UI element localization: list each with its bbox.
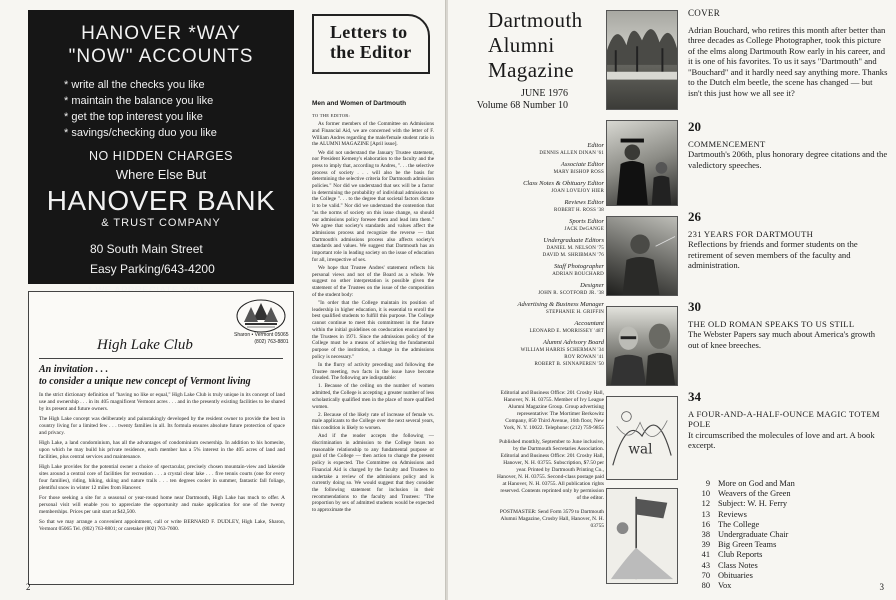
totem-caption: wal (628, 441, 653, 458)
toc-department-title: Reviews (718, 509, 747, 519)
letter-paragraph: As former members of the Committee on Admissions and Financial Aid, we are concerned with the letter of F. William Andres regarding the male/female student ratio in the ALUMNI MAGAZINE [April issue]. (312, 121, 434, 148)
staff-name: DENNIS ALLEN DINAN '61 (539, 151, 604, 156)
toc-feature[interactable] (688, 209, 888, 271)
letters-title-2: the Editor (330, 42, 412, 62)
hlc-headline (39, 364, 285, 388)
high-lake-club-ad (28, 291, 294, 585)
staff-name: JOHN R. SCOTFORD JR. '38 (538, 291, 604, 296)
toc-department-item[interactable] (694, 489, 884, 499)
staff-name: STEPHANIE H. GRIFFIN (545, 310, 604, 315)
masthead-title-3: Magazine (488, 58, 574, 82)
page-number-left: 2 (26, 582, 31, 592)
toc-feature-page: 30 (688, 299, 701, 314)
toc-department-item[interactable] (694, 510, 884, 520)
hlc-paragraph: For those seeking a site for a seasonal or year-round home near Dartmouth, High Lake has much to offer. A personal visit will enable you to appreciate the opportunity and make application for one of the twenty memberships. Prices per unit start at $42,500. (39, 495, 285, 515)
toc-department-item[interactable] (694, 520, 884, 530)
staff-role: Class Notes & Obituary Editor (523, 180, 604, 187)
letter-salutation: TO THE EDITOR: (312, 113, 351, 118)
staff-role: Editor (587, 142, 604, 149)
masthead-title-2: Alumni (488, 33, 555, 57)
right-page (448, 0, 896, 600)
letter-paragraph: 2. Because of the likely rate of increase of female vs. male applicants to the College over the next several years, this condition is likely to worsen. (312, 411, 434, 432)
staff-name: WILLIAM HARRIS SCHERMAN '34 (520, 348, 604, 353)
staff-role: Advertising & Business Manager (517, 301, 604, 308)
page-number-right: 3 (879, 582, 884, 592)
toc-department-item[interactable] (694, 571, 884, 581)
staff-role: Associate Editor (560, 161, 604, 168)
bank-headline-2: "NOW" ACCOUNTS (68, 46, 254, 67)
staff-name: ROY ROWAN '41 (564, 355, 604, 360)
letter-paragraph: And if the reader accepts the following — discrimination in admission to the College bears no reasonable relationship to any fundamental purpose or goal of the College — then action to change the present policy is expected. The Committee on Admissions and Financial Aid is charged by the faculty and Trustees to undertake a review of the admissions policy and is currently doing so. We would suggest that they consider the following statement for inclusion in their recommendations to the faculty and Trustees: "The proportion by sex of admitted students would be expected to approximate the (312, 433, 434, 514)
staff-name: ROBERT H. ROSS '38 (554, 208, 604, 213)
toc-cover-head: COVER (688, 8, 721, 18)
letter-paragraph: We did not understand the January Trustee statement, nor President Kemeny's elaboration to the faculty and the press to imply that, according to Andres, ". . . the selective process of society . . . will also be the basis for determining the selective criteria for Dartmouth admission policies." Nor did we understand that sex will be a factor in determining the probability of individual admissions to the College ". . . to the degree that societal factors dictate it to be valid." Nor did we understand the contention that "as the norms of society on this issue change, so should our admissions policy foresee them and lead into them." We agree that society's standards and values affect the admissions process and recognize the reverse — that Dartmouth's admissions process also affects society's standards and values. We suggest that Dartmouth has an important role in leading society on the issue of education for all, irrespective of sex. (312, 149, 434, 263)
toc-feature-text: The Webster Papers say much about America's growth out of knee breeches. (688, 329, 876, 350)
staff-role: Staff Photographer (553, 263, 604, 270)
toc-department-title: Undergraduate Chair (718, 530, 789, 540)
toc-department-page: 39 (701, 540, 710, 550)
toc-cover-text: Adrian Bouchard, who retires this month after better than three decades as College Photographer, took this picture of the elms along Dartmouth Row early in his career, and it is one of his favorites. To us it says "Dartmouth" and "Bouchard" and it hardly need say anything more. Thanks to the Dutch elm beetle, the scene has changed — but isn't this just how we all see it? (688, 24, 888, 98)
staff-name: JACK DeGANGE (564, 227, 604, 232)
hlc-phone: (802) 763-8801 (254, 339, 289, 345)
toc-department-page: 43 (701, 560, 710, 570)
toc-feature-head: THE OLD ROMAN SPEAKS TO US STILL (688, 318, 855, 329)
letters-title (330, 22, 412, 62)
toc-department-item[interactable] (694, 499, 884, 509)
toc-department-title: The College (718, 519, 760, 529)
toc-department-page: 38 (701, 530, 710, 540)
staff-role: Reviews Editor (564, 199, 604, 206)
faculty-photo (606, 216, 678, 296)
toc-feature[interactable] (688, 389, 888, 451)
toc-department-page: 16 (701, 519, 710, 529)
letter-heading: Men and Women of Dartmouth (312, 100, 407, 107)
hlc-address: Sharon • Vermont 05065 (234, 332, 289, 338)
staff-name: LEONARD E. MORRISSEY '48T (529, 329, 604, 334)
letter-paragraph: 1. Because of the ceiling on the number of women admitted, the College is accepting a greater number of less scholastically qualified men in the place of more qualified women. (312, 383, 434, 410)
bank-bullet: * savings/checking duo you like (64, 125, 278, 141)
masthead-title (488, 8, 583, 83)
toc-feature-page: 26 (688, 209, 701, 224)
commencement-photo (606, 120, 678, 206)
letter-paragraph: "In order that the College maintain its position of leadership in higher education, it is essential to enroll the best qualified students to fulfill this purpose. The College cannot continue to meet this commitment in the future within the initial guidelines on coeducation enunciated by the Trustees in 1971. Since the admissions policy of the College must be a means of achieving the fundamental purpose of the institution, a change in the admissions policy is necessary." (312, 299, 434, 360)
toc-feature[interactable] (688, 119, 888, 170)
toc-feature-page: 34 (688, 389, 701, 404)
letters-title-1: Letters to (330, 22, 408, 42)
bank-where-else: Where Else But (115, 167, 207, 182)
staff-role: Sports Editor (569, 218, 604, 225)
toc-feature-page: 20 (688, 119, 701, 134)
hanover-bank-ad (28, 10, 294, 284)
toc-department-item[interactable] (694, 479, 884, 489)
issue-date: JUNE 1976 (521, 88, 568, 99)
staff-name: ROBERT B. SINNAPEREN '50 (534, 362, 604, 367)
toc-department-item[interactable] (694, 581, 884, 591)
toc-feature-head: A FOUR-AND-A-HALF-OUNCE MAGIC TOTEM POLE (688, 408, 880, 429)
toc-departments (694, 479, 884, 591)
toc-department-item[interactable] (694, 561, 884, 571)
left-page (0, 0, 446, 600)
hlc-paragraph: In the strict dictionary definition of "having no like or equal," High Lake Club is truly unique in its concept of land use and ownership . . . in its 405 magnificent Vermont acres . . . and in the presently existing facilities to be shared by its present and future owners. (39, 392, 285, 412)
bank-bullets (64, 77, 278, 141)
toc-department-title: Weavers of the Green (718, 489, 791, 499)
staff-list (464, 138, 604, 368)
pub-paragraph: POSTMASTER: Send Form 3579 to Dartmouth Alumni Magazine, Crosby Hall, Hanover, N. H. 03755 (499, 509, 604, 529)
toc-department-page: 41 (701, 550, 710, 560)
staff-role: Designer (580, 282, 604, 289)
totem-illustration (606, 396, 678, 480)
staff-name: ADRIAN BOUCHARD (552, 272, 604, 277)
toc-department-title: Subject: W. H. Ferry (718, 499, 788, 509)
staff-role: Accountant (574, 320, 604, 327)
toc-department-page: 70 (701, 570, 710, 580)
cover-photo (606, 10, 678, 110)
bank-name: HANOVER BANK (46, 185, 276, 216)
toc-feature-head: 231 YEARS FOR DARTMOUTH (688, 228, 814, 239)
toc-department-item[interactable] (694, 540, 884, 550)
hlc-paragraph: So that we may arrange a convenient appointment, call or write BERNARD F. DUDLEY, High Lake, Sharon, Vermont 05065 Tel. (802) 763-8801; or caretaker (802) 763-7600. (39, 519, 285, 532)
toc-feature-head: COMMENCEMENT (688, 138, 766, 149)
bank-bullet: * maintain the balance you like (64, 93, 278, 109)
hlc-headline-2: to consider a unique new concept of Vermont living (39, 376, 251, 387)
staff-name: DAVID M. SHRIBMAN '76 (542, 253, 604, 258)
bank-no-hidden: NO HIDDEN CHARGES (89, 149, 233, 163)
pub-paragraph: Published monthly, September to June inclusive, by the Dartmouth Secretaries Association. Editorial and Business Office: 201 Crosby Hall, Hanover, N. H. 03755. Subscription, $7.50 per year. Printed by Dartmouth Printing Co., Hanover, N. H. 03755. Second-class postage paid at Hanover, N. H. 03755. All publication rights reserved. Contents reprinted only by permission of the editor. (497, 439, 604, 501)
staff-name: JOAN LOVEJOY HIER (551, 189, 604, 194)
toc-feature[interactable] (688, 299, 888, 350)
hlc-divider (39, 358, 283, 359)
bank-trust: & TRUST COMPANY (101, 217, 221, 229)
staff-role: Undergraduate Editors (543, 237, 604, 244)
hlc-name: High Lake Club (97, 337, 193, 353)
toc-department-title: Club Reports (718, 550, 763, 560)
toc-department-title: Class Notes (718, 560, 758, 570)
hlc-paragraph: High Lake provides for the potential owner a choice of spectacular, precisely chosen mountain-view and lakeside sites around a central core of facilities for recreation . . . a crystal clear lake . . . five tennis courts (one for every four families), riding, hiking, skiing and nature trails . . . ten degrees cooler in summer, fantastic fall foliage, plentiful snow in winter 12 miles from Hanover. (39, 464, 285, 491)
bank-address-block (90, 239, 278, 279)
hlc-headline-1: An invitation . . . (39, 364, 109, 375)
toc-department-page: 80 (701, 581, 710, 591)
toc-department-item[interactable] (694, 530, 884, 540)
letter-body (312, 113, 434, 591)
toc-department-page: 12 (701, 499, 710, 509)
bank-bullet: * write all the checks you like (64, 77, 278, 93)
high-lake-logo-icon (235, 298, 287, 334)
issue-volume: Volume 68 Number 10 (476, 100, 568, 111)
bank-bullet: * get the top interest you like (64, 109, 278, 125)
hlc-contact (234, 332, 289, 346)
flag-illustration (606, 488, 678, 584)
toc-feature-text: Dartmouth's 206th, plus honorary degree citations and the valedictory speeches. (688, 149, 888, 170)
masthead-title-1: Dartmouth (488, 8, 583, 32)
toc-department-item[interactable] (694, 550, 884, 560)
letters-column (306, 8, 434, 588)
toc-department-page: 13 (701, 509, 710, 519)
webster-photo (606, 306, 678, 386)
pub-paragraph: Editorial and Business Office: 201 Crosby Hall, Hanover, N. H. 03755. Member of Ivy League Alumni Magazine Group. Group advertising representative: The Mortimer Berkowitz Company, 850 Third Avenue, 16th floor, New York, N. Y. 10022. Telephone: (212) 759-9855 (500, 390, 604, 431)
toc-cover (688, 8, 888, 98)
publication-info (496, 390, 604, 537)
toc-department-title: Obituaries (718, 570, 753, 580)
toc-department-title: Vox (718, 581, 732, 591)
toc-department-page: 9 (705, 479, 710, 488)
toc-department-title: More on God and Man (718, 479, 795, 488)
bank-parking: Easy Parking/643-4200 (90, 262, 215, 276)
toc-feature-text: It circumscribed the molecules of love and art. A book excerpt. (688, 429, 875, 450)
issue-info (476, 88, 568, 112)
staff-role: Alumni Advisory Board (542, 339, 604, 346)
hlc-body (39, 392, 285, 536)
toc-department-title: Big Green Teams (718, 540, 777, 550)
toc-feature-text: Reflections by friends and former students on the retirement of seven members of the faculty and administration. (688, 239, 858, 270)
toc-department-page: 10 (701, 489, 710, 499)
hlc-paragraph: High Lake, a land condominium, has all the advantages of condominium ownership. In addition to his homesite, upon which he may build his private residence, each member has a 5% interest in the 405 acres of land and facilities, plus central services and maintenance. (39, 440, 285, 460)
staff-name: MARY BISHOP ROSS (553, 170, 604, 175)
letter-paragraph: We hope that Trustee Andres' statement reflects his personal views and not of the Board as a whole. We suggest no other interpretation is possible given the statement of the Trustees on the issue of the composition of the student body: (312, 264, 434, 298)
hlc-paragraph: The High Lake concept was deliberately and painstakingly developed by the resident owner to provide the best in country living for a limited few . . . twenty families in all. Its formula ensures absolute future protection of space and privacy. (39, 416, 285, 436)
bank-headline-1: HANOVER *WAY (81, 23, 241, 44)
bank-address: 80 South Main Street (90, 242, 203, 256)
staff-name: DANIEL M. NELSON '75 (546, 246, 604, 251)
letter-paragraph: In the flurry of activity preceding and following the Trustee meeting, two facts in the issue have become clouded. The following are indisputable: (312, 361, 434, 382)
